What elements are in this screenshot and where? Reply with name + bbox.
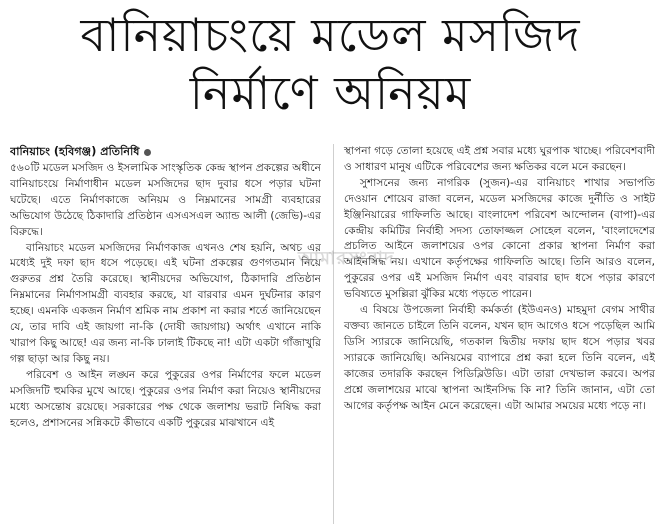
bullet-dot-icon xyxy=(144,149,151,156)
paragraph: এ বিষয়ে উপজেলা নির্বাহী কর্মকর্তা (ইউএনও) মাহমুদা বেগম সাথীর বক্তব্য জানতে চাইলে তিনি বলেন, যখন ছাদ আগেও ধসে পড়েছিল আমি ডিসি স্যারকে জানিয়েছি, গতকাল দ্বিতীয় দফায় ছাদ ধসে পড়ার খবর স্যারকে জানিয়েছি। অনিয়মের ব্যাপারে প্রশ্ন করা হলে তিনি বলেন, এই কাজের তদারকি করছেন পিডিব্লিউডি। এটা তারা দেখভাল করবে। অপর প্রশ্নে জলাশয়ের মাঝে স্থাপনা আইনসিদ্ধ কি না? তিনি জানান, এটা তো আগের কর্তৃপক্ষ আইন মেনে করেছেন। এটা আমার সময়ের মধ্যে পড়ে না। xyxy=(344,304,655,412)
headline xyxy=(0,6,661,122)
paragraph: বানিয়াচং মডেল মসজিদের নির্মাণকাজ এখনও শেষ হয়নি, অথচ এর মধ্যেই দুই দফা ছাদ ধসে পড়েছে। এই ঘটনা প্রকল্পের গুণগতমান নিয়ে গুরুতর প্রশ্ন তৈরি করেছে। স্থানীয়দের অভিযোগ, ঠিকাদারি প্রতিষ্ঠান নিম্নমানের নির্মাণসামগ্রী ব্যবহার করছে, যা বারবার এমন দুর্ঘটনার কারণ হচ্ছে। এমনকি একজন নির্মাণ শ্রমিক নাম প্রকাশ না করার শর্তে জানিয়েছেন যে, তার দাবি এই জায়গা না-কি (দোষী জায়গায়) অর্থাৎ এখানে নাকি খারাপ কিছু আছে! এর জন্য না-কি ঢালাই টিকছে না! এটা একটা গাঁজাখুরি গল্প ছাড়া আর কিছু নয়। xyxy=(10,241,321,365)
paragraph: সুশাসনের জন্য নাগরিক (সুজন)-এর বানিয়াচং শাখার সভাপতি দেওয়ান শোয়েব রাজা বলেন, মডেল মসজিদের কাজে দুর্নীতি ও সাইট ইঞ্জিনিয়ারের গাফিলতি আছে। বাংলাদেশ পরিবেশ আন্দোলন (বাপা)-এর কেন্দ্রীয় কমিটির নির্বাহী সদস্য তোফাজ্জল সোহেল বলেন, 'বাংলাদেশের প্রচলিত আইনে জলাশয়ের ওপর কোনো প্রকার স্থাপনা নির্মাণ করা আইনসিদ্ধ নয়। এখানে কর্তৃপক্ষের গাফিলতি আছে। তিনি আরও বলেন, পুকুরের ওপর এই মসজিদ নির্মাণ এবং বারবার ছাদ ধসে পড়ার কারণে ভবিষ্যতে মুসল্লিরা ঝুঁকির মধ্যে পড়তে পারেন। xyxy=(344,176,655,301)
paragraph: ৫৬০টি মডেল মসজিদ ও ইসলামিক সাংস্কৃতিক কেন্দ্র স্থাপন প্রকল্পের অধীনে বানিয়াচংয়ে নির্মাণাধীন মডেল মসজিদের ছাদ দুবার ধসে পড়ার ঘটনা ঘটেছে। এতে নির্মাণকাজে অনিয়ম ও নিম্নমানের সামগ্রী ব্যবহারের অভিযোগ উঠেছে ঠিকাদারি প্রতিষ্ঠান এসএসএল অ্যান্ড আলী (জেভি)-এর বিরুদ্ধে। xyxy=(10,162,321,238)
paragraph: পরিবেশ ও আইন লঙ্ঘন করে পুকুরের ওপর নির্মাণের ফলে মডেল মসজিদটি হুমকির মুখে আছে। পুকুরের ওপর নির্মাণ করা নিয়েও স্থানীয়দের মধ্যে অসন্তোষ রয়েছে। সরকারের পক্ষ থেকে জলাশয় ভরাট নিষিদ্ধ করা হলেও, প্রশাসনের সন্নিকটে কীভাবে একটি পুকুরের মাঝখানে এই xyxy=(10,368,321,429)
headline-line-2: নির্মাণে অনিয়ম xyxy=(189,66,472,120)
right-column xyxy=(333,144,655,524)
paragraph: স্থাপনা গড়ে তোলা হয়েছে এই প্রশ্ন সবার মধ্যে ঘুরপাক খাচ্ছে। পরিবেশবাদী ও সাধারণ মানুষ এটিকে পরিবেশের জন্য ক্ষতিকর বলে মনে করছেন। xyxy=(344,145,655,173)
byline xyxy=(10,144,321,160)
left-column xyxy=(10,144,321,524)
article-body xyxy=(10,144,655,524)
watermark: আমারসংবাদ xyxy=(298,248,395,269)
byline-text: বানিয়াচং (হবিগঞ্জ) প্রতিনিধি xyxy=(10,145,140,158)
headline-line-1: বানিয়াচংয়ে মডেল মসজিদ xyxy=(80,8,581,62)
